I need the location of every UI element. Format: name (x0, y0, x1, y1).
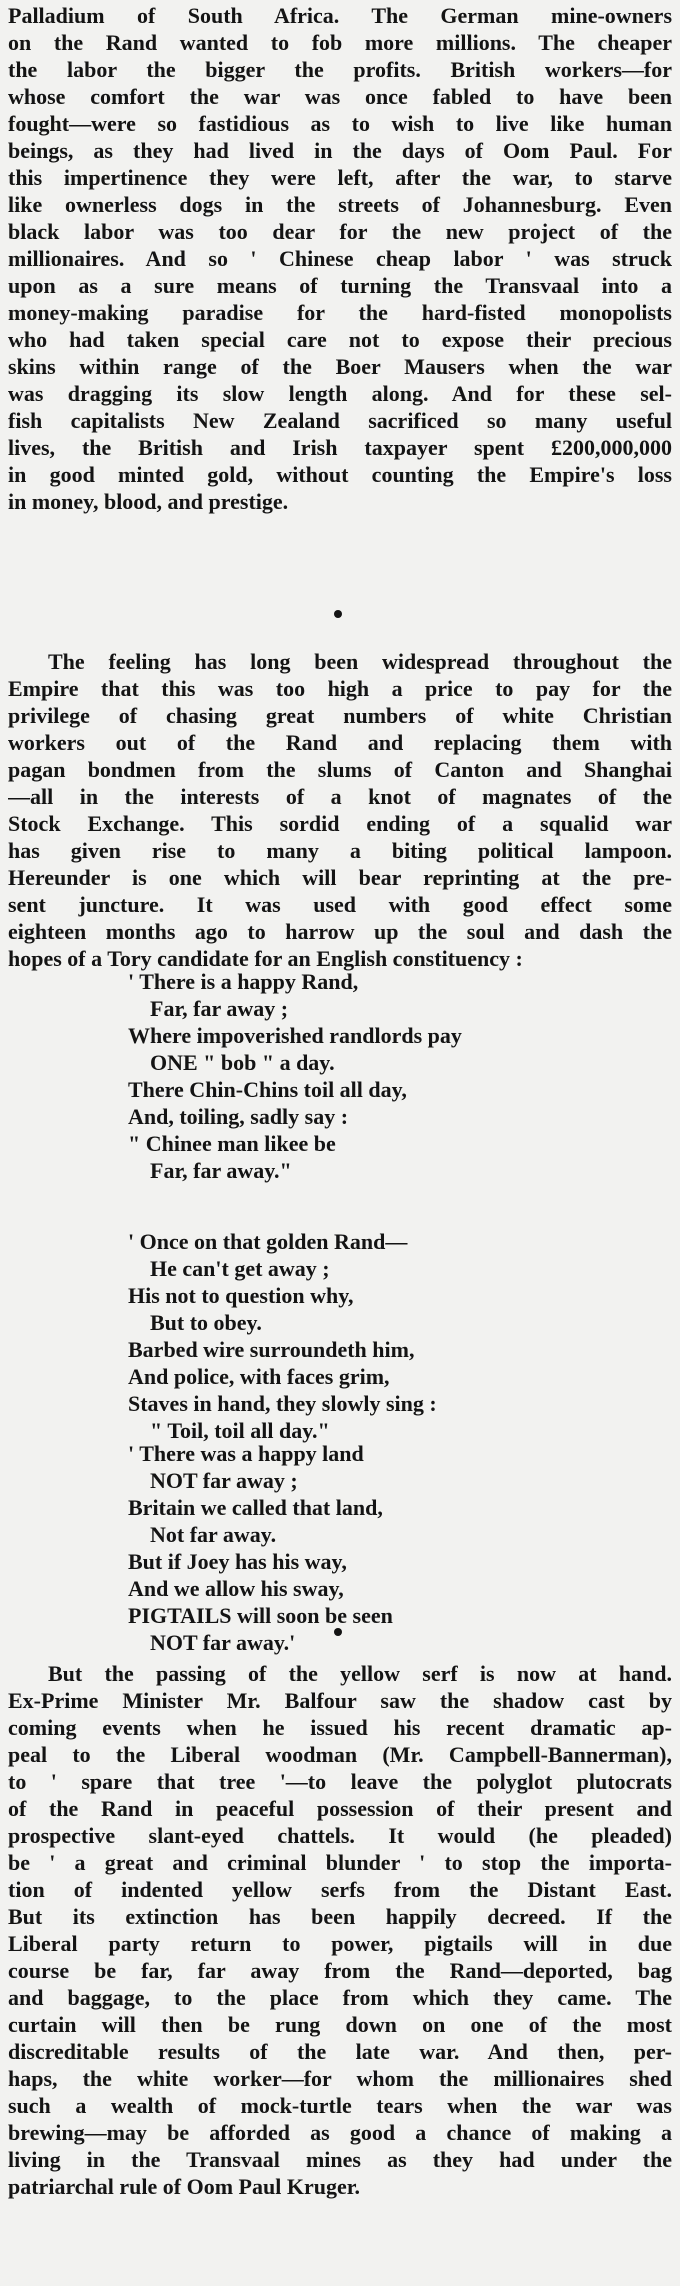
text-line: like ownerless dogs in the streets of Johannesburg. Even (8, 192, 672, 217)
verse-line: But if Joey has his way, (128, 1549, 347, 1574)
verse-line: But to obey. (150, 1310, 262, 1335)
text-line: living in the Transvaal mines as they had under the (8, 2147, 672, 2172)
text-line: whose comfort the war was once fabled to have been (8, 84, 672, 109)
verse-line: ' There is a happy Rand, (128, 969, 359, 994)
verse-line: Not far away. (150, 1522, 277, 1547)
text-line: discreditable results of the late war. And then, per- (8, 2039, 672, 2064)
verse-line: Britain we called that land, (128, 1495, 383, 1520)
text-line: Empire that this was too high a price to pay for the (8, 676, 672, 701)
verse-line: NOT far away ; (150, 1468, 298, 1493)
text-line: upon as a sure means of turning the Transvaal into a (8, 273, 672, 298)
text-line: Hereunder is one which will bear reprinting at the pre- (8, 865, 672, 890)
text-line: this impertinence they were left, after the war, to starve (8, 165, 672, 190)
text-line: pagan bondmen from the slums of Canton and Shanghai (8, 757, 672, 782)
text-line: to ' spare that tree '—to leave the polyglot plutocrats (8, 1769, 672, 1794)
paragraph-1 (8, 2, 672, 515)
verse-line: ONE " bob " a day. (150, 1050, 335, 1075)
text-line: Stock Exchange. This sordid ending of a squalid war (8, 811, 672, 836)
verse-line: There Chin-Chins toil all day, (128, 1077, 407, 1102)
text-line: and baggage, to the place from which they came. The (8, 1985, 672, 2010)
section-divider-dot (334, 1628, 342, 1636)
text-line: tion of indented yellow serfs from the Distant East. (8, 1877, 672, 1902)
verse-stanza-1 (128, 968, 568, 1184)
text-line: in money, blood, and prestige. (8, 489, 289, 514)
paragraph-2 (8, 648, 672, 972)
verse-line: PIGTAILS will soon be seen (128, 1603, 393, 1628)
text-line: of the Rand in peaceful possession of their present and (8, 1796, 672, 1821)
section-divider-dot (334, 610, 342, 618)
text-line: curtain will then be rung down on one of the most (8, 2012, 672, 2037)
verse-line: And police, with faces grim, (128, 1364, 390, 1389)
verse-line: Barbed wire surroundeth him, (128, 1337, 415, 1362)
text-line: hopes of a Tory candidate for an English constituency : (8, 946, 523, 971)
text-line: sent juncture. It was used with good effect some (8, 892, 672, 917)
text-line: But its extinction has been happily decreed. If the (8, 1904, 672, 1929)
text-line: in good minted gold, without counting the Empire's loss (8, 462, 672, 487)
text-line: money-making paradise for the hard-fisted monopolists (8, 300, 672, 325)
verse-line: Where impoverished randlords pay (128, 1023, 462, 1048)
text-line: patriarchal rule of Oom Paul Kruger. (8, 2174, 360, 2199)
text-line: The feeling has long been widespread throughout the (48, 649, 672, 674)
paragraph-3 (8, 1660, 672, 2200)
verse-line: NOT far away.' (150, 1630, 296, 1655)
verse-line: His not to question why, (128, 1283, 354, 1308)
verse-line: " Chinee man likee be (128, 1131, 336, 1156)
text-line: brewing—may be afforded as good a chance of making a (8, 2120, 672, 2145)
text-line: lives, the British and Irish taxpayer spent £200,000,000 (8, 435, 672, 460)
text-line: who had taken special care not to expose their precious (8, 327, 672, 352)
text-line: skins within range of the Boer Mausers when the war (8, 354, 672, 379)
verse-stanza-3 (128, 1440, 568, 1656)
verse-line: ' There was a happy land (128, 1441, 364, 1466)
text-line: prospective slant-eyed chattels. It would (he pleaded) (8, 1823, 672, 1848)
verse-line: And, toiling, sadly say : (128, 1104, 349, 1129)
verse-line: And we allow his sway, (128, 1576, 344, 1601)
text-line: Ex-Prime Minister Mr. Balfour saw the shadow cast by (8, 1688, 672, 1713)
text-line: black labor was too dear for the new project of the (8, 219, 672, 244)
verse-line: ' Once on that golden Rand— (128, 1229, 408, 1254)
text-line: was dragging its slow length along. And for these sel- (8, 381, 672, 406)
text-line: be ' a great and criminal blunder ' to stop the importa- (8, 1850, 672, 1875)
text-line: peal to the Liberal woodman (Mr. Campbell-Bannerman), (8, 1742, 672, 1767)
text-line: on the Rand wanted to fob more millions. The cheaper (8, 30, 672, 55)
text-line: Liberal party return to power, pigtails will in due (8, 1931, 672, 1956)
text-line: has given rise to many a biting political lampoon. (8, 838, 672, 863)
verse-line: " Toil, toil all day." (150, 1418, 330, 1443)
text-line: haps, the white worker—for whom the millionaires shed (8, 2066, 672, 2091)
text-line: the labor the bigger the profits. British workers—for (8, 57, 672, 82)
text-line: But the passing of the yellow serf is now at hand. (48, 1661, 672, 1686)
text-line: millionaires. And so ' Chinese cheap labor ' was struck (8, 246, 672, 271)
text-line: coming events when he issued his recent dramatic ap- (8, 1715, 672, 1740)
verse-line: Far, far away." (150, 1158, 292, 1183)
text-line: Palladium of South Africa. The German mine-owners (8, 3, 672, 28)
text-line: eighteen months ago to harrow up the soul and dash the (8, 919, 672, 944)
text-line: beings, as they had lived in the days of Oom Paul. For (8, 138, 672, 163)
text-line: —all in the interests of a knot of magnates of the (8, 784, 672, 809)
text-line: fought—were so fastidious as to wish to live like human (8, 111, 672, 136)
text-line: fish capitalists New Zealand sacrificed so many useful (8, 408, 672, 433)
text-line: such a wealth of mock-turtle tears when the war was (8, 2093, 672, 2118)
text-line: workers out of the Rand and replacing them with (8, 730, 672, 755)
verse-line: Far, far away ; (150, 996, 289, 1021)
text-line: course be far, far away from the Rand—deported, bag (8, 1958, 672, 1983)
verse-stanza-2 (128, 1228, 568, 1444)
verse-line: Staves in hand, they slowly sing : (128, 1391, 437, 1416)
verse-line: He can't get away ; (150, 1256, 330, 1281)
text-line: privilege of chasing great numbers of white Christian (8, 703, 672, 728)
